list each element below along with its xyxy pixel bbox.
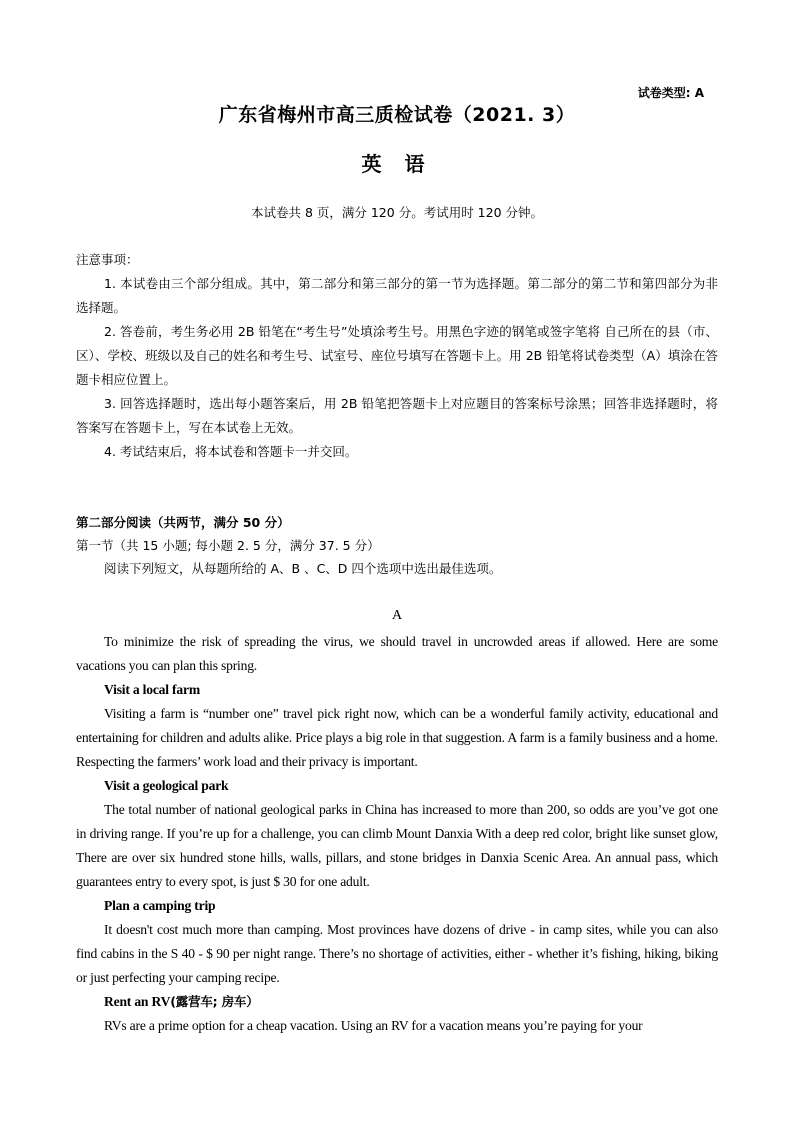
paper-type-label: 试卷类型: A — [637, 86, 704, 100]
section-title: 第一节（共 15 小题; 每小题 2. 5 分，满分 37. 5 分） — [76, 538, 380, 553]
section-heading: Plan a camping trip — [104, 898, 216, 913]
section-instruction: 阅读下列短文，从每题所给的 A、B 、C、D 四个选项中选出最佳选项。 — [104, 561, 502, 576]
section-text: The total number of national geological parks in China has increased to more than 200, so odds are you’ve got one in driving range. If you’re up for a challenge, you can climb Mount Danxia With a deep red color, bright like sunset glow, There are over six hundred stone hills, walls, pillars, and stone bridges in Danxia Scenic Area. An annual pass, which guarantees entry to every spot, is just $ 30 for one adult. — [76, 802, 718, 889]
section-heading: Visit a geological park — [104, 778, 229, 793]
note-item: 1. 本试卷由三个部分组成。其中，第二部分和第三部分的第一节为选择题。第二部分的第二节和第四部分为非选择题。 — [76, 276, 718, 315]
passage-label: A — [391, 608, 403, 623]
section-heading-rv — [76, 990, 718, 1014]
section-text: It doesn't cost much more than camping. Most provinces have dozens of drive - in camp sites, while you can also find cabins in the S 40 - $ 90 per night range. There’s no shortage of activities, either - whether it’s fishing, hiking, biking or just perfecting your camping recipe. — [76, 922, 718, 985]
exam-title: 广东省梅州市高三质检试卷（2021. 3） — [218, 104, 576, 126]
part-title: 第二部分阅读（共两节，满分 50 分） — [76, 515, 290, 530]
passage-a — [76, 630, 718, 1038]
part-two-header — [76, 511, 718, 580]
section-heading-note: (露营车; 房车） — [170, 994, 259, 1009]
note-item: 3. 回答选择题时，选出每小题答案后，用 2B 铅笔把答题卡上对应题目的答案标号涂黑；回答非选择题时，将答案写在答题卡上，写在本试卷上无效。 — [76, 396, 718, 435]
note-item: 2. 答卷前，考生务必用 2B 铅笔在“考生号”处填涂考生号。用黑色字迹的钢笔或签字笔将 自己所在的县（市、区）、学校、班级以及自己的姓名和考生号、试室号、座位号填写在答题卡上。用 2B 铅笔将试卷类型（A）填涂在答题卡相应位置上。 — [76, 324, 718, 387]
passage-intro: To minimize the risk of spreading the virus, we should travel in uncrowded areas if allowed. Here are some vacations you can plan this spring. — [76, 634, 718, 673]
exam-info: 本试卷共 8 页，满分 120 分。考试用时 120 分钟。 — [250, 205, 543, 220]
section-heading-text: Rent an RV — [104, 994, 171, 1009]
notes-section — [76, 248, 718, 464]
subject-title: 英 语 — [361, 152, 433, 176]
notes-heading: 注意事项： — [76, 252, 139, 267]
section-text: RVs are a prime option for a cheap vacation. Using an RV for a vacation means you’re paying for your — [104, 1018, 643, 1033]
section-text: Visiting a farm is “number one” travel pick right now, which can be a wonderful family activity, educational and entertaining for children and adults alike. Price plays a big role in that suggestion. A farm is a family business and a home. Respecting the farmers’ work load and their privacy is important. — [76, 706, 718, 769]
section-heading: Visit a local farm — [104, 682, 200, 697]
note-item: 4. 考试结束后，将本试卷和答题卡一并交回。 — [104, 444, 358, 459]
